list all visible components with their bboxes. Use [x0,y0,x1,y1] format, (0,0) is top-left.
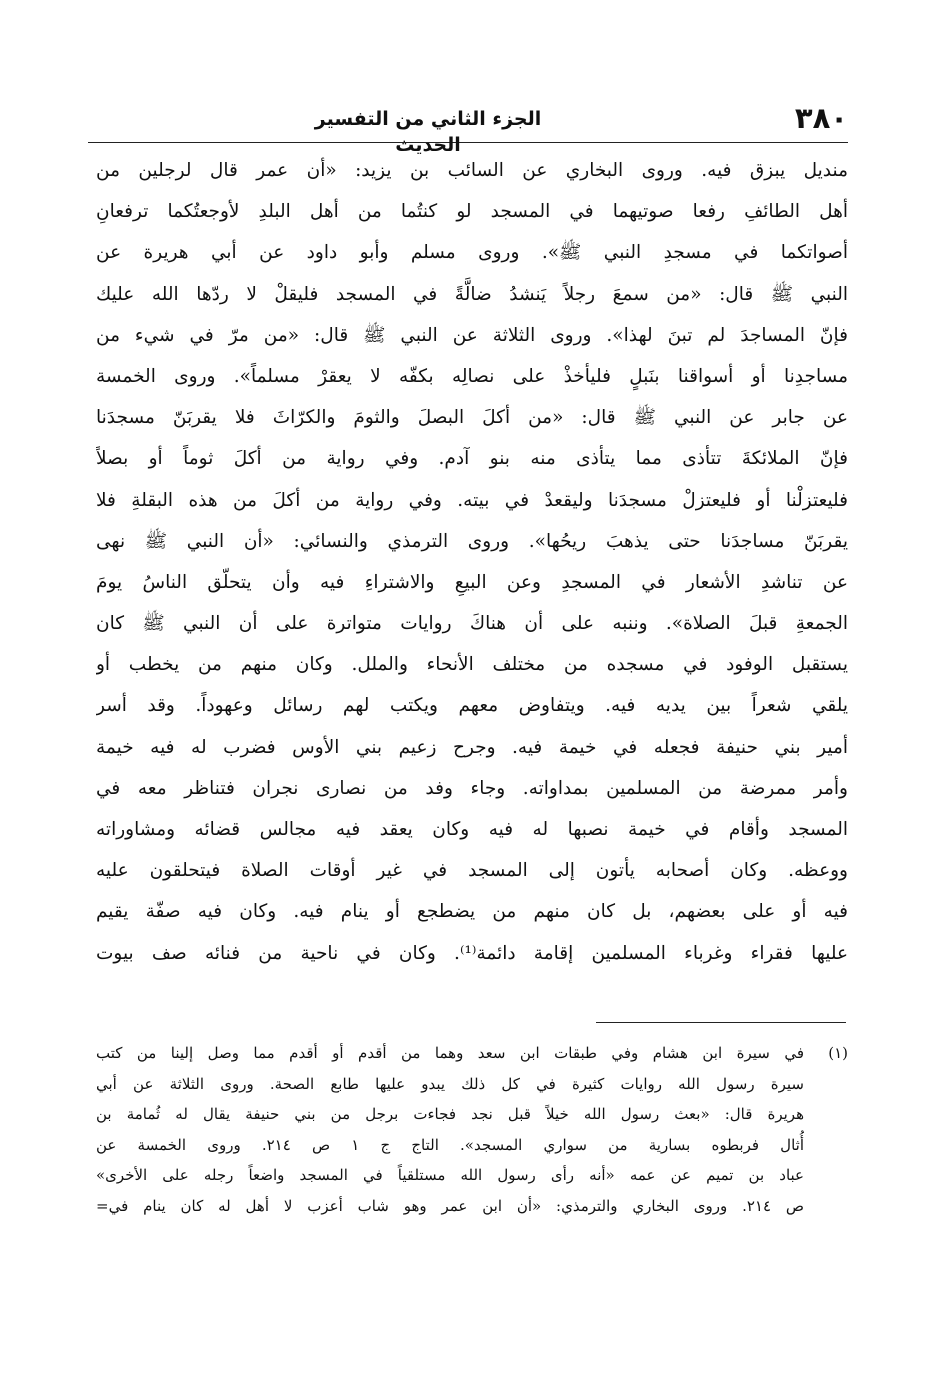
text-line: النبي ﷺ قال: «من سمعَ رجلاً يَنشدُ ضالَّةً في المسجد فليقلْ لا ردّها الله عليك [96,283,848,305]
text-line: يقربَنّ مساجدَنا حتى يذهبَ ريحُها». وروى الترمذي والنسائي: «أن النبي ﷺ نهى [96,530,848,552]
text-line: المسجد وأقام في خيمة نصبها له فيه وكان يعقد فيه مجالس قضائه ومشاوراته [96,819,848,840]
text-line: وأمر ممرضة من المسلمين بمداواته. وجاء وفد من نصارى نجران فتناظر معه في [96,777,848,799]
text-line: الجمعةِ قبلَ الصلاة». وننبه على أن هناكَ روايات متواترة على أن النبي ﷺ كان [96,613,848,635]
running-title: الجزء الثاني من التفسير الحديث [314,108,542,156]
text-line: منديل يبزق فيه. وروى البخاري عن السائب بن يزيد: «أن عمر قال لرجلين من [96,160,848,181]
footnote-line: هريرة قال: «بعث رسول الله خيلاً قبل نجد فجاءت برجل من بني حنيفة يقال له ثُمامة بن [96,1105,804,1123]
text-line: فليعتزلْنا أو فليعتزلْ مسجدَنا وليقعدْ في بيته. وفي رواية من أكلَ من هذه البقلةِ فلا [96,489,848,511]
page-header [88,96,848,156]
text-line: ووعظه. وكان أصحابه يأتون إلى المسجد في غير أوقات الصلاة فيتحلقون عليه [96,860,848,882]
footnote-line: ص ٢١٤. وروى البخاري والترمذي: «أن ابن عمر وهو شاب أعزب لا أهل له كان ينام في= [96,1196,804,1215]
footnote-line: أُثال فربطوه بسارية من سواري المسجد». التاج ج ١ ص ٢١٤. وروى الخمسة عن [96,1135,804,1154]
text-line: عن جابر عن النبي ﷺ قال: «من أكلَ البصلَ والثومَ والكرّاثَ فلا يقربَنّ مسجدَنا [96,407,848,429]
text-line: فإنّ الملائكةَ تتأذى مما يتأذى منه بنو آدم. وفي رواية من أكلَ ثوماً أو بصلاً [96,448,848,470]
footnote-line: في سيرة ابن هشام وفي طبقات ابن سعد وهما من أقدم أو أقدم مما وصل إلينا من كتب [96,1044,804,1062]
main-text [96,150,848,974]
text-line: يلقي شعراً بين يديه فيه. ويتفاوض معهم ويكتب لهم رسائل وعهوداً. وقد أسر [96,695,848,717]
page-number: ٣٨٠ [794,101,848,135]
footnote-body [96,1038,804,1221]
text-line: فإنّ المساجدَ لم تبنَ لهذا». وروى الثلاثة عن النبي ﷺ قال: «من مرّ في شيء من [96,324,848,346]
footnote-line: سيرة رسول الله روايات كثيرة في كل ذلك يبدو عليها طابع الصحة. وروى الثلاثة عن أبي [96,1074,804,1093]
text-line: عن تناشدِ الأشعار في المسجدِ وعن البيعِ والاشتراءِ فيه وأن يتحلّق الناسُ يومَ [96,571,848,593]
text-line: أهل الطائفِ رفعا صوتيهما في المسجد لو كنتُما من أهل البلدِ لأوجعتُكما ترفعانِ [96,201,848,223]
footnote-1 [96,1038,848,1221]
text-line: عليها فقراء وغرباء المسلمين إقامة دائمة⁽¹⁾. وكان في ناحية من فنائه صف بيوت [96,942,848,964]
footnote-marker: (١) [828,1044,848,1062]
footnote-line: عباد بن تميم عن عمه «أنه رأى رسول الله مستلقياً في المسجد واضعاً رجله على الأخرى» [96,1166,804,1184]
text-line: مساجدِنا أو أسواقنا بنَبلٍ فليأخذْ على نصالِه بكفّه لا يعقرْ مسلماً». وروى الخمسة [96,365,848,387]
text-line: أصواتكما في مسجدِ النبي ﷺ». وروى مسلم وأبو داود عن أبي هريرة عن [96,242,848,264]
text-line: أمير بني حنيفة فجعله في خيمة فيه. وجرح زعيم بني الأوس فضرب له فيه خيمة [96,736,848,758]
footnote-separator [596,1022,846,1023]
text-line: يستقبل الوفود في مسجده من مختلف الأنحاء والملل. وكان منهم من يخطب أو [96,654,848,676]
footnotes [96,1038,848,1221]
text-line: فيه أو على بعضهم، بل كان منهم من يضطجع أو ينام فيه. وكان فيه صفّة يقيم [96,901,848,923]
